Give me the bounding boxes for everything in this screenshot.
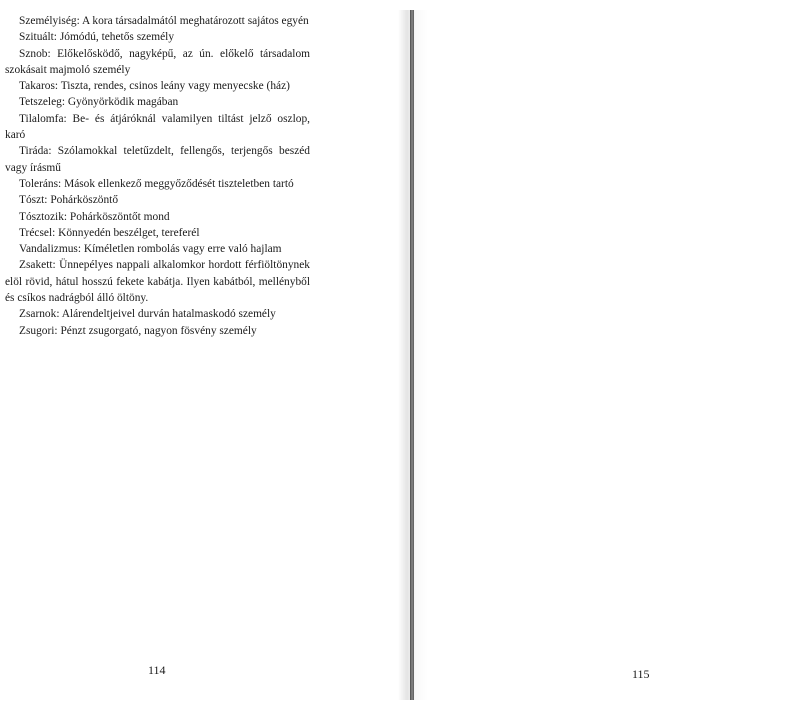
- glossary-entry: Tiráda: Szólamokkal teletűzdelt, fellengős, terjengős beszéd vagy írásmű: [5, 145, 310, 174]
- book-gutter: [398, 10, 428, 700]
- glossary-entry: Takaros: Tiszta, rendes, csinos leány vagy menyecske (ház): [19, 80, 290, 93]
- glossary-entry: Tószt: Pohárköszöntő: [19, 194, 119, 207]
- page-number-left: 114: [148, 663, 166, 677]
- binding-line: [410, 10, 414, 700]
- glossary-entry: Sznob: Előkelősködő, nagyképű, az ún. előkelő társadalom szokásait majmoló személy: [5, 47, 310, 76]
- glossary-entry: Tilalomfa: Be- és átjáróknál valamilyen tiltást jelző oszlop, karó: [5, 112, 310, 142]
- right-page: [428, 0, 800, 703]
- glossary-entry: Zsakett: Ünnepélyes nappali alkalomkor hordott férfiöltönynek elöl rövid, hátul hosszú fekete kabátja. Ilyen kabátból, mellényből és csíkos nadrágból álló öltöny.: [5, 259, 310, 305]
- glossary-entries: [5, 13, 310, 339]
- glossary-entry: Tósztozik: Pohárköszöntőt mond: [19, 210, 170, 223]
- glossary-entry: Zsarnok: Alárendeltjeivel durván hatalmaskodó személy: [19, 308, 276, 321]
- glossary-entry: Toleráns: Mások ellenkező meggyőződését tiszteletben tartó: [19, 177, 294, 190]
- page-number-right: 115: [632, 667, 650, 681]
- glossary-entry: Trécsel: Könnyedén beszélget, tereferél: [19, 226, 200, 239]
- glossary-entry: Zsugori: Pénzt zsugorgató, nagyon fösvény személy: [19, 324, 257, 337]
- glossary-entry: Szituált: Jómódú, tehetős személy: [19, 31, 175, 44]
- glossary-entry: Tetszeleg: Gyönyörködik magában: [19, 96, 179, 109]
- glossary-entry: Vandalizmus: Kíméletlen rombolás vagy erre való hajlam: [19, 243, 282, 256]
- glossary-entry: Személyiség: A kora társadalmától meghatározott sajátos egyén: [19, 15, 309, 27]
